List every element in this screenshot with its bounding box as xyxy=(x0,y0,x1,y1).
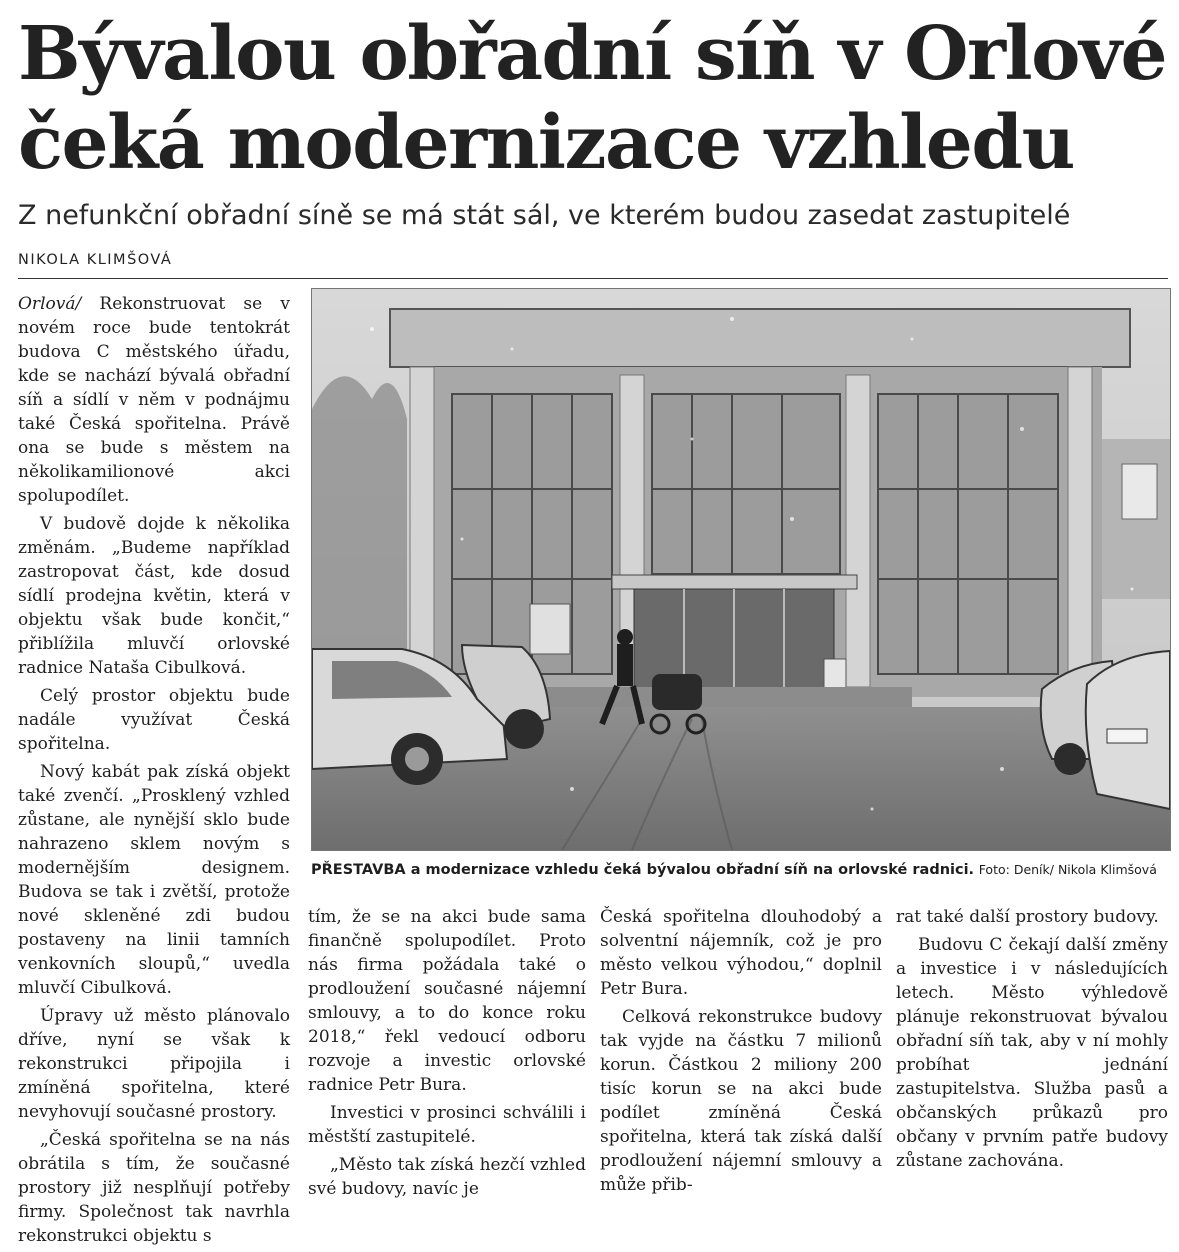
paragraph xyxy=(18,1128,290,1248)
paragraph-text: Investici v prosinci schválili i městští zastupitelé. xyxy=(308,1103,586,1147)
building-photo-illustration xyxy=(312,289,1170,850)
paragraph xyxy=(600,905,882,1001)
paragraph xyxy=(18,292,290,508)
article-column-3 xyxy=(600,905,882,1201)
paragraph xyxy=(18,1004,290,1124)
paragraph xyxy=(18,684,290,756)
byline-divider xyxy=(18,278,1168,279)
byline: NIKOLA KLIMŠOVÁ xyxy=(18,252,173,268)
headline xyxy=(18,10,1168,188)
caption-credit: Foto: Deník/ Nikola Klimšová xyxy=(978,862,1157,877)
article-column-1 xyxy=(18,292,290,1252)
paragraph-text: rat také další prostory budovy. xyxy=(896,907,1159,927)
paragraph-text: Nový kabát pak získá objekt také zvenčí. „Prosklený vzhled zůstane, ale nynější sklo bude nahrazeno sklem novým s modernějším designem. Budova se tak i zvětší, protože nové skleněné zdi budou postaveny na linii tamních venkovních sloupů,“ uvedla mluvčí Cibulková. xyxy=(18,762,290,998)
paragraph-text: Budovu C čekají další změny a investice i v následujících letech. Město výhledově plánuje rekonstruovat bývalou obřadní síň tak, aby v ní mohly probíhat jednání zastupitelstva. Služba pasů a občanských průkazů pro občany v prvním patře budovy zůstane zachována. xyxy=(896,935,1168,1171)
article-column-2 xyxy=(308,905,586,1205)
paragraph-text: Úpravy už město plánovalo dříve, nyní se však k rekonstrukci připojila i zmíněná spořitelna, které nevyhovují současné prostory. xyxy=(18,1006,290,1122)
article-column-4 xyxy=(896,905,1168,1177)
paragraph xyxy=(18,760,290,1000)
paragraph xyxy=(308,1153,586,1201)
paragraph-text: Česká spořitelna dlouhodobý a solventní nájemník, což je pro město velkou výhodou,“ doplnil Petr Bura. xyxy=(600,907,882,999)
paragraph-text: Rekonstruovat se v novém roce bude tentokrát budova C městského úřadu, kde se nachází bývalá obřadní síň a sídlí v něm v podnájmu také Česká spořitelna. Právě ona se bude s městem na několikamilionové akci spolupodílet. xyxy=(18,294,290,506)
paragraph-text: tím, že se na akci bude sama finančně spolupodílet. Proto nás firma požádala také o prodloužení současné nájemní smlouvy, a to do konce roku 2018,“ řekl vedoucí odboru rozvoje a investic orlovské radnice Petr Bura. xyxy=(308,907,586,1095)
paragraph xyxy=(896,933,1168,1173)
paragraph xyxy=(18,512,290,680)
paragraph-text: Celková rekonstrukce budovy tak vyjde na částku 7 milionů korun. Částkou 2 miliony 200 tisíc korun se na akci bude podílet zmíněná Česká spořitelna, která tak získá další prodloužení nájemní smlouvy a může přib- xyxy=(600,1007,882,1195)
article-photo xyxy=(311,288,1171,851)
paragraph xyxy=(308,905,586,1097)
paragraph-text: „Česká spořitelna se na nás obrátila s tím, že současné prostory již nesplňují potřeby firmy. Společnost tak navrhla rekonstrukci objektu s xyxy=(18,1130,290,1246)
headline-line-2: čeká modernizace vzhledu xyxy=(18,100,1074,186)
paragraph xyxy=(600,1005,882,1197)
paragraph xyxy=(896,905,1168,929)
paragraph-text: V budově dojde k několika změnám. „Budeme například zastropovat část, kde dosud sídlí prodejna květin, která v objektu však bude končit,“ přiblížila mluvčí orlovské radnice Nataša Cibulková. xyxy=(18,514,290,678)
paragraph-text: Celý prostor objektu bude nadále využívat Česká spořitelna. xyxy=(18,686,290,754)
dateline: Orlová/ xyxy=(18,294,82,314)
caption-lead: PŘESTAVBA a modernizace vzhledu čeká bývalou obřadní síň na orlovské radnici. xyxy=(311,862,975,878)
paragraph xyxy=(308,1101,586,1149)
subtitle: Z nefunkční obřadní síně se má stát sál, ve kterém budou zasedat zastupitelé xyxy=(18,200,1071,231)
paragraph-text: „Město tak získá hezčí vzhled své budovy, navíc je xyxy=(308,1155,586,1199)
headline-line-1: Bývalou obřadní síň v Orlové xyxy=(18,11,1167,97)
photo-caption xyxy=(311,860,1169,880)
